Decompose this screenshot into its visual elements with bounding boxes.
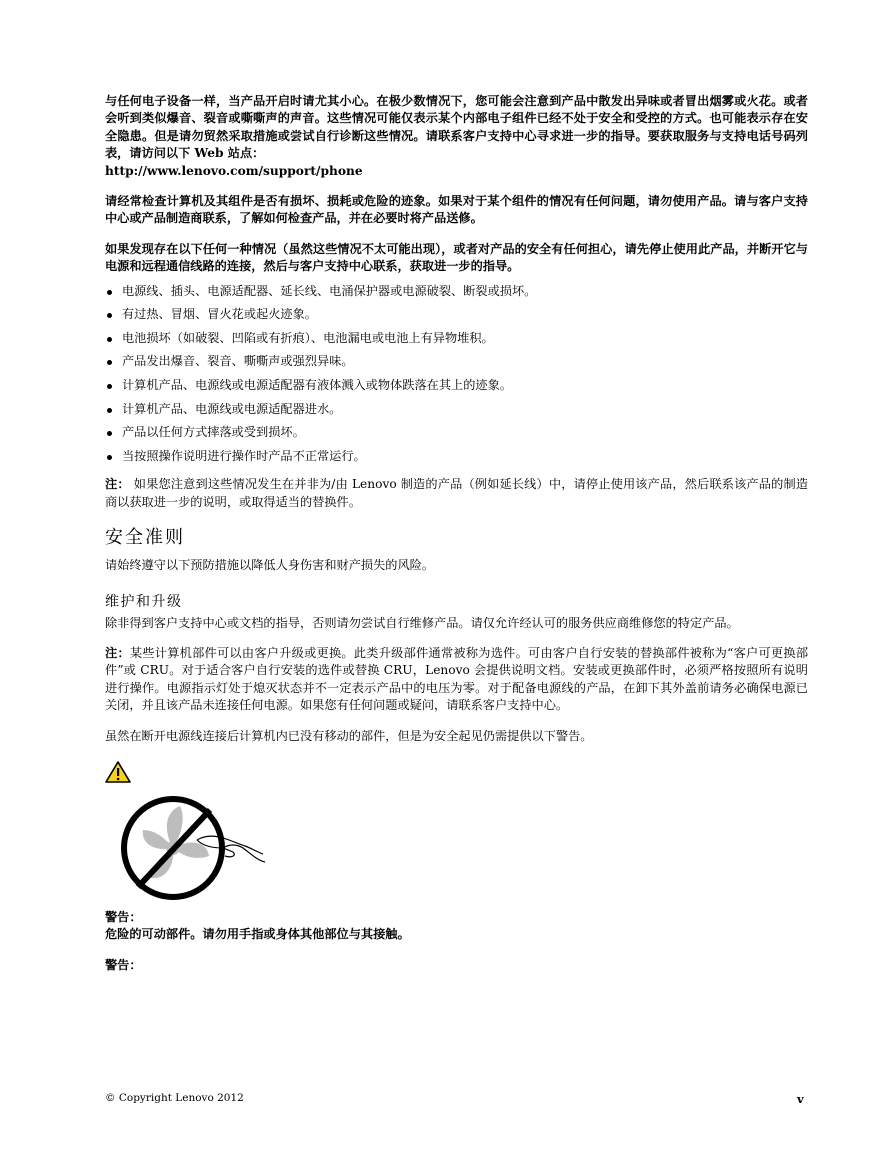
page-content	[105, 93, 808, 974]
list-item-text: 产品发出爆音、裂音、嘶嘶声或强烈异味。	[122, 354, 354, 369]
list-item	[105, 398, 808, 422]
list-item-text: 产品以任何方式摔落或受到损坏。	[122, 425, 305, 440]
support-url[interactable]: http://www.lenovo.com/support/phone	[105, 163, 363, 178]
bullet-icon	[107, 408, 112, 413]
bullet-icon	[107, 290, 112, 295]
page-number: v	[797, 1092, 804, 1106]
list-item-text: 计算机产品、电源线或电源适配器进水。	[122, 401, 342, 416]
list-item-text: 有过热、冒烟、冒火花或起火迹象。	[122, 307, 317, 322]
warning-label-2: 警告：	[105, 957, 142, 972]
bullet-icon	[107, 360, 112, 365]
inspection-paragraph: 请经常检查计算机及其组件是否有损坏、损耗或危险的迹象。如果对于某个组件的情况有任何问题，请勿使用产品。请与客户支持中心或产品制造商联系，了解如何检查产品，并在必要时将产品送修。	[105, 194, 808, 226]
list-item	[105, 374, 808, 398]
list-item	[105, 445, 808, 469]
moving-parts-text: 虽然在断开电源线连接后计算机内已没有移动的部件，但是为安全起见仍需提供以下警告。	[105, 728, 593, 743]
list-item	[105, 350, 808, 374]
warning-text-1: 危险的可动部件。请勿用手指或身体其他部位与其接触。	[105, 927, 410, 942]
note-label: 注：	[105, 477, 130, 492]
list-item	[105, 280, 808, 304]
maintenance-note	[105, 645, 808, 715]
list-item-text: 计算机产品、电源线或电源适配器有液体溅入或物体跌落在其上的迹象。	[122, 378, 512, 393]
bullet-icon	[107, 384, 112, 389]
conditions-list	[105, 280, 808, 469]
warning-label-1: 警告：	[105, 910, 142, 925]
list-item	[105, 303, 808, 327]
bullet-icon	[107, 431, 112, 436]
bullet-icon	[107, 455, 112, 460]
note-text: 某些计算机部件可以由客户升级或更换。此类升级部件通常被称为选件。可由客户自行安装的替换部件被称为“客户可更换部件”或 CRU。对于适合客户自行安装的选件或替换 CRU，Lenovo 会提供说明文档。安装或更换部件时，必须严格按照所有说明进行操作。电源指示灯处于熄灭状态并不一定表示产品中的电压为零。对于配备电源线的产品，在卸下其外盖前请务必确保电源已关闭，并且该产品未连接任何电源。如果您有任何问题或疑问，请联系客户支持中心。	[105, 646, 809, 713]
stop-use-paragraph: 如果发现存在以下任何一种情况（虽然这些情况不太可能出现），或者对产品的安全有任何担心，请先停止使用此产品，并断开它与电源和远程通信线路的连接，然后与客户支持中心联系，获取进一步的指导。	[105, 241, 808, 274]
list-item-text: 电池损坏（如破裂、凹陷或有折痕）、电池漏电或电池上有异物堆积。	[122, 330, 494, 345]
list-item-text: 电源线、插头、电源适配器、延长线、电涌保护器或电源破裂、断裂或损坏。	[122, 283, 537, 298]
bullet-icon	[107, 313, 112, 318]
section-heading-safety: 安全准则	[105, 527, 185, 549]
note-text: 如果您注意到这些情况发生在并非为/由 Lenovo 制造的产品（例如延长线）中，请停止使用该产品，然后联系该产品的制造商以获取进一步的说明，或取得适当的替换件。	[105, 477, 809, 509]
list-item	[105, 421, 808, 445]
intro-text: 与任何电子设备一样，当产品开启时请尤其小心。在极少数情况下，您可能会注意到产品中散发出异味或者冒出烟雾或火花。或者会听到类似爆音、裂音或嘶嘶声的声音。这些情况可能仅表示某个内部电子组件已经不处于安全和受控的方式。也可能表示存在安全隐患。但是请勿贸然采取措施或尝试自行诊断这些情况。请联系客户支持中心寻求进一步的指导。要获取服务与支持电话号码列表，请访问以下 Web 站点：	[105, 94, 808, 161]
section-heading-maintenance: 维护和升级	[105, 593, 183, 610]
list-item	[105, 327, 808, 351]
maintenance-text: 除非得到客户支持中心或文档的指导，否则请勿尝试自行维修产品。请仅允许经认可的服务供应商维修您的特定产品。	[105, 615, 739, 630]
intro-paragraph	[105, 93, 808, 180]
safety-intro-text: 请始终遵守以下预防措施以降低人身伤害和财产损失的风险。	[105, 558, 435, 573]
note-label: 注：	[105, 646, 130, 661]
copyright-footer: © Copyright Lenovo 2012	[105, 1092, 244, 1104]
warning-figure	[105, 760, 808, 905]
no-touch-fan-icon	[105, 760, 305, 905]
list-item-text: 当按照操作说明进行操作时产品不正常运行。	[122, 448, 366, 463]
note-paragraph	[105, 476, 808, 511]
bullet-icon	[107, 337, 112, 342]
